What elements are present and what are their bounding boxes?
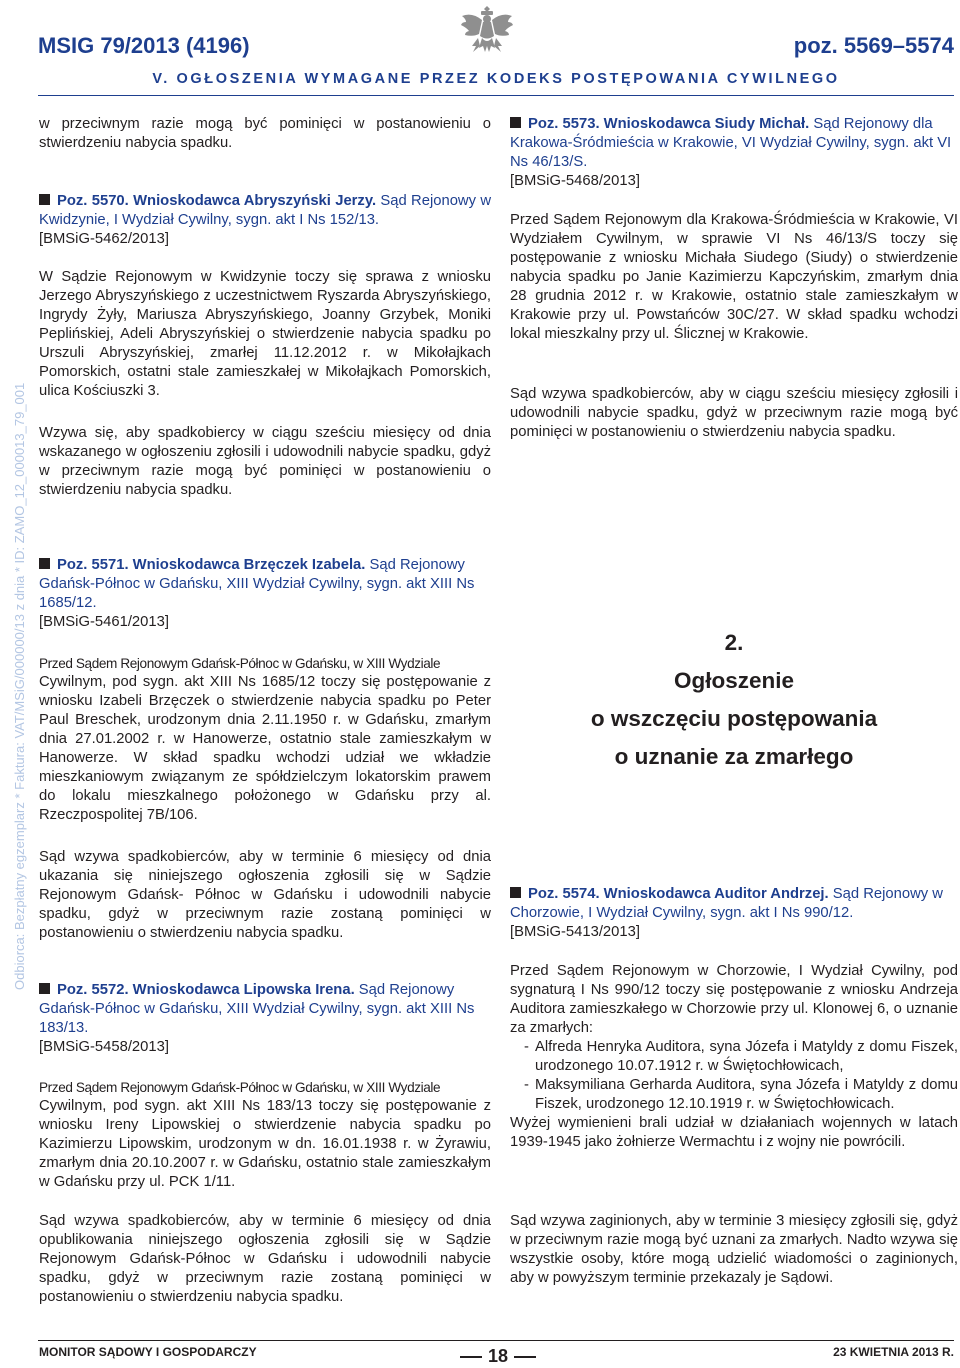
entry-5574 (510, 885, 958, 942)
entry-5571-heading (39, 556, 491, 613)
entry-5572 (39, 981, 491, 1057)
entry-5571 (39, 556, 491, 632)
announcement-heading (510, 624, 958, 776)
entry-5573-body-2 (510, 385, 958, 442)
missing-persons-list (510, 1038, 958, 1114)
list-dash: - (524, 1077, 529, 1093)
entry-5570-paragraph-2: Wzywa się, aby spadkobiercy w ciągu sześciu miesięcy od dnia wskazanego w ogłoszeniu zgłosili i udowodnili nabycie spadku, gdyż w przeciwnym razie mogą być pominięci w postanowieniu o stwierdzeniu nabycia spadku. (39, 425, 491, 498)
list-item-text: Maksymiliana Gerharda Auditora, syna Józefa i Matyldy z domu Fiszek, urodzonego 12.10.1919 r. w Świętochłowicach. (535, 1077, 958, 1112)
list-item (510, 1076, 958, 1114)
bullet-icon (510, 117, 521, 128)
entry-5571-court: Sąd Rejonowy Gdańsk-Północ w Gdańsku, XIII Wydział Cywilny, sygn. akt XIII Ns 1685/12. (39, 557, 475, 611)
entry-5570-body (39, 268, 491, 401)
entry-5574-paragraph-2: Wyżej wymienieni brali udział w działaniach wojennych w latach 1939-1945 jako żołnierze Wermachtu i z wojny nie powrócili. (510, 1115, 958, 1150)
polish-eagle-emblem-icon (460, 2, 514, 60)
entry-5573-ref: [BMSiG-5468/2013] (510, 173, 640, 189)
entry-5572-body (39, 1078, 491, 1192)
entry-5571-paragraph-1: Cywilnym, pod sygn. akt XIII Ns 1685/12 toczy się postępowanie z wniosku Izabeli Brzęczek o stwierdzenie nabycia spadku po Peter Paul Breschek, urodzonym dnia 2.11.1950 r. w Gdańsku, zmarłym dnia 27.01.2002 r. w Hanowerze, ostatnio stale zamieszkałym w Hanowerze. W skład spadku wchodzi udział we wkładzie mieszkaniowym związanym ze spółdzielczym lokatorskim prawem do lokalu mieszkalnego położonego w Gdańsku przy al. Rzeczpospolitej 7B/106. (39, 674, 491, 823)
page-number-dash-right (514, 1356, 536, 1358)
entry-5573-body (510, 211, 958, 344)
entry-5570-paragraph-1: W Sądzie Rejonowym w Kwidzynie toczy się sprawa z wniosku Jerzego Abryszyńskiego z uczestnictwem Ryszarda Abryszyńskiego, Ingrydy Żyły, Mariusza Abryszyńskiego, Joanny Grzybek, Moniki Peplińskiej, Adeli Abryszyńskiej o stwierdzenie nabycia spadku po Urszuli Abryszyńskiej, zmarłej 11.12.2012 r. w Mikołajkach Pomorskich, ostatni stale zamieszkałej w Mikołajkach Pomorskich, ulica Kościuszki 3. (39, 269, 491, 399)
intro-text: w przeciwnym razie mogą być pominięci w postanowieniu o stwierdzeniu nabycia spadku. (39, 116, 491, 151)
entry-5572-body-2 (39, 1212, 491, 1307)
entry-5572-ref: [BMSiG-5458/2013] (39, 1039, 169, 1055)
page-number (454, 1346, 542, 1367)
positions-range: poz. 5569–5574 (793, 33, 954, 58)
entry-5573 (510, 115, 958, 191)
announcement-line-3: o uznanie za zmarłego (614, 744, 854, 769)
entry-5572-court: Sąd Rejonowy Gdańsk-Północ w Gdańsku, XIII Wydział Cywilny, sygn. akt XIII Ns 183/13. (39, 982, 475, 1036)
entry-5571-ref: [BMSiG-5461/2013] (39, 614, 169, 630)
section-title: V. OGŁOSZENIA WYMAGANE PRZEZ KODEKS POSTĘPOWANIA CYWILNEGO (152, 71, 840, 87)
bullet-icon (510, 887, 521, 898)
entry-5574-ref: [BMSiG-5413/2013] (510, 924, 640, 940)
page-number-text: 18 (488, 1346, 509, 1366)
entry-5571-paragraph-1-lead: Przed Sądem Rejonowym Gdańsk-Północ w Gdańsku, w XIII Wydziale (39, 656, 441, 671)
bullet-icon (39, 558, 50, 569)
entry-5572-paragraph-1-lead: Przed Sądem Rejonowym Gdańsk-Północ w Gdańsku, w XIII Wydziale (39, 1080, 441, 1095)
announcement-number: 2. (724, 630, 744, 655)
entry-5570-heading (39, 192, 491, 230)
entry-5570-court: Sąd Rejonowy w Kwidzynie, I Wydział Cywilny, sygn. akt I Ns 152/13. (39, 193, 492, 228)
entry-5571-title: Poz. 5571. Wnioskodawca Brzęczek Izabela. (57, 557, 366, 573)
entry-5574-paragraph-1: Przed Sądem Rejonowym w Chorzowie, I Wydział Cywilny, pod sygnaturą I Ns 990/12 toczy się postępowanie z wniosku Andrzeja Auditora zamieszkałego w Chorzowie przy ul. Klonowej 6, o uznanie za zmarłych: (510, 963, 958, 1036)
entry-5571-body (39, 654, 491, 825)
entry-5570-title: Poz. 5570. Wnioskodawca Abryszyński Jerzy. (57, 193, 377, 209)
announcement-line-2: o wszczęciu postępowania (590, 706, 878, 731)
list-item (510, 1038, 958, 1076)
entry-5573-court: Sąd Rejonowy dla Krakowa-Śródmieścia w Krakowie, VI Wydział Cywilny, sygn. akt VI Ns 46/13/S. (510, 116, 952, 170)
publication-title: MSIG 79/2013 (4196) (38, 33, 250, 58)
footer-publisher: MONITOR SĄDOWY I GOSPODARCZY (39, 1345, 257, 1359)
page-number-dash-left (460, 1356, 482, 1358)
entry-5572-title: Poz. 5572. Wnioskodawca Lipowska Irena. (57, 982, 355, 998)
bullet-icon (39, 983, 50, 994)
entry-5574-body (510, 962, 958, 1152)
footer-date: 23 KWIETNIA 2013 R. (833, 1345, 954, 1359)
entry-5570 (39, 192, 491, 249)
entry-5572-heading (39, 981, 491, 1038)
entry-5574-paragraph-3: Sąd wzywa zaginionych, aby w terminie 3 miesięcy zgłosili się, gdyż w przeciwnym razie mogą być uznani za zmarłych. Nadto wzywa się wszystkie osoby, które mogą udzielić wiadomości o zaginionych, aby w powyższym terminie przekazaly je Sądowi. (510, 1213, 958, 1286)
list-dash: - (524, 1039, 529, 1055)
intro-continuation (39, 115, 491, 153)
list-item-text: Alfreda Henryka Auditora, syna Józefa i Matyldy z domu Fiszek, urodzonego 10.07.1912 r. w Świętochłowicach, (535, 1039, 958, 1074)
entry-5571-paragraph-2: Sąd wzywa spadkobierców, aby w terminie 6 miesięcy od dnia ukazania się niniejszego ogłoszenia zgłosili się w Sądzie Rejonowym Gdańsk- Północ w Gdańsku i udowodnili nabycie spadku, gdyż w przeciwnym razie zostaną pominięci w postanowieniu o stwierdzeniu nabycia spadku. (39, 849, 491, 941)
entry-5573-heading (510, 115, 958, 172)
entry-5574-court: Sąd Rejonowy w Chorzowie, I Wydział Cywilny, sygn. akt I Ns 990/12. (510, 886, 943, 921)
announcement-line-1: Ogłoszenie (673, 668, 795, 693)
entry-5574-body-2 (510, 1212, 958, 1288)
footer-rule (38, 1340, 954, 1341)
entry-5574-title: Poz. 5574. Wnioskodawca Auditor Andrzej. (528, 886, 829, 902)
entry-5573-title: Poz. 5573. Wnioskodawca Siudy Michał. (528, 116, 810, 132)
entry-5573-paragraph-2: Sąd wzywa spadkobierców, aby w ciągu sześciu miesięcy zgłosili i udowodnili nabycie spadku, gdyż w przeciwnym razie mogą być pominięci w postanowieniu o stwierdzeniu nabycia spadku. (510, 386, 958, 440)
entry-5572-paragraph-2: Sąd wzywa spadkobierców, aby w terminie 6 miesięcy od dnia opublikowania niniejszego ogłoszenia zgłosili się w Sądzie Rejonowym Gdańsk-Północ w Gdańsku i udowodnili nabycie spadku, gdyż w przeciwnym razie zostaną pominięci w postanowieniu o stwierdzeniu nabycia spadku. (39, 1213, 491, 1305)
entry-5572-paragraph-1: Cywilnym, pod sygn. akt XIII Ns 183/13 toczy się postępowanie z wniosku Ireny Lipowskiej o stwierdzenie nabycia spadku po Kazimierzu Lipowskim, urodzonym w dn. 16.01.1938 r. w Żyrawiu, zmarłym dnia 20.10.2007 r. w Gdańsku, ostatnio stale zamieszkałym w Gdańsku przy ul. PCK 1/11. (39, 1098, 491, 1190)
entry-5571-body-2 (39, 848, 491, 943)
header-rule (38, 95, 954, 96)
entry-5570-ref: [BMSiG-5462/2013] (39, 231, 169, 247)
entry-5573-paragraph-1: Przed Sądem Rejonowym dla Krakowa-Śródmieścia w Krakowie, VI Wydziałem Cywilnym, w sprawie VI Ns 46/13/S toczy się postępowanie z wniosku Michała Siudego (Siudy) o stwierdzenie nabycia spadku po Janie Kazimierzu Kapczyńskim, zmarłym dnia 28 grudnia 2012 r. w Krakowie, ostatnio stale zamieszkałym w Krakowie przy ul. Powstańców 30C/27. W skład spadku wchodzi lokal mieszkalny przy ul. Ślicznej w Krakowie. (510, 212, 958, 342)
bullet-icon (39, 194, 50, 205)
entry-5574-heading (510, 885, 958, 923)
side-watermark-text: Odbiorca: Bezpłatny egzemplarz * Faktura: VAT/MSiG/000000/13 z dnia * ID: ZAMO_12_000013_79_001 (12, 382, 27, 990)
entry-5570-body-2 (39, 424, 491, 500)
